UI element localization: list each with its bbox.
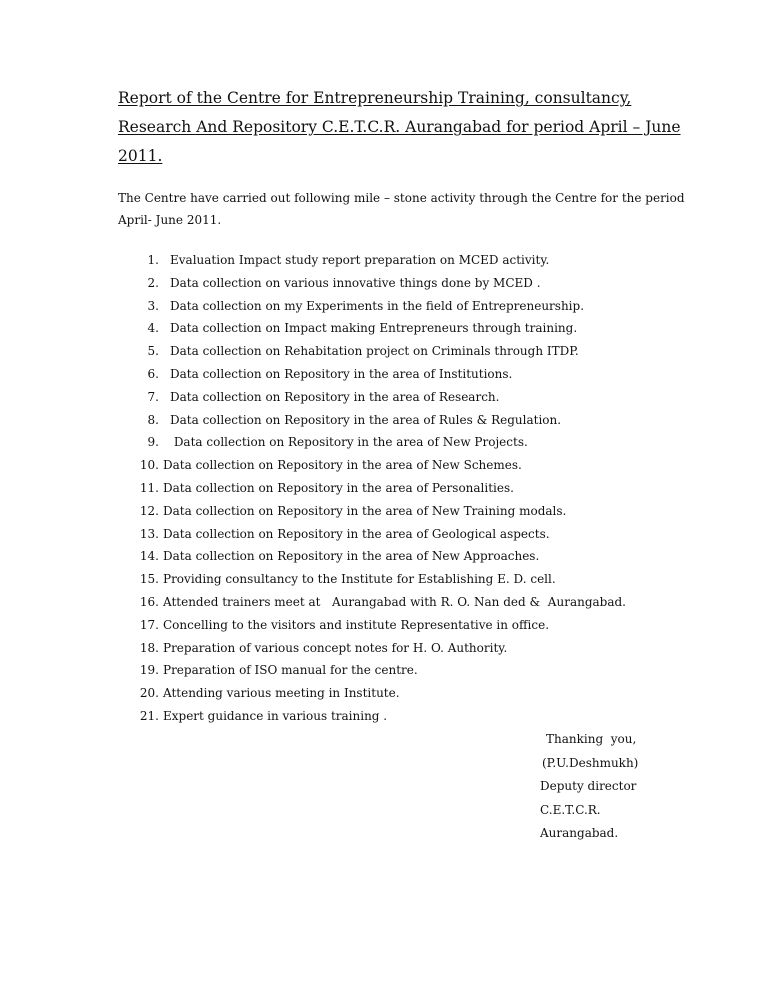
report-title (118, 84, 681, 171)
list-item (118, 363, 678, 386)
list-item (118, 523, 678, 546)
list-text: Data collection on Repository in the area of New Training modals. (163, 503, 567, 518)
list-text: Data collection on Repository in the area of New Projects. (170, 435, 528, 450)
list-item (118, 409, 678, 432)
list-text: Data collection on Repository in the area of Rules & Regulation. (170, 412, 562, 427)
list-text: Providing consultancy to the Institute for Establishing E. D. cell. (163, 572, 556, 587)
signature-name: (P.U.Deshmukh) (542, 755, 639, 770)
list-item (118, 545, 678, 568)
list-number: 16. (139, 594, 159, 609)
list-item (118, 705, 678, 728)
list-number: 11. (139, 480, 159, 495)
list-number: 10. (139, 458, 159, 473)
signature-thanks: Thanking you, (546, 732, 637, 746)
list-text: Data collection on Repository in the area of New Schemes. (163, 458, 522, 473)
list-text: Data collection on Repository in the area of Institutions. (170, 366, 513, 381)
list-item (118, 431, 678, 454)
list-number: 20. (139, 686, 159, 701)
list-number: 5. (147, 344, 159, 359)
list-item (118, 500, 678, 523)
list-number: 2. (147, 275, 159, 290)
list-number: 3. (147, 298, 159, 313)
list-text: Attending various meeting in Institute. (163, 686, 400, 701)
list-number: 8. (147, 412, 159, 427)
list-item (118, 682, 678, 705)
list-item (118, 340, 678, 363)
list-number: 18. (139, 640, 159, 655)
signature-block (540, 728, 638, 846)
list-text: Data collection on Repository in the area of Personalities. (163, 480, 514, 495)
title-line: Report of the Centre for Entrepreneurship Training, consultancy, (118, 89, 632, 107)
list-item (118, 659, 678, 682)
signature-organization: C.E.T.C.R. (540, 802, 601, 817)
list-number: 21. (139, 708, 159, 723)
list-text: Data collection on Impact making Entrepreneurs through training. (170, 321, 578, 336)
activity-list (118, 249, 678, 728)
list-text: Preparation of various concept notes for H. O. Authority. (163, 640, 508, 655)
list-item (118, 386, 678, 409)
list-text: Data collection on Repository in the area of Geological aspects. (163, 526, 550, 541)
list-number: 1. (147, 253, 159, 267)
list-item (118, 568, 678, 591)
list-number: 19. (139, 663, 159, 678)
list-item (118, 454, 678, 477)
title-line: Research And Repository C.E.T.C.R. Aurangabad for period April – June (118, 118, 681, 136)
intro-paragraph (118, 187, 685, 231)
list-item (118, 295, 678, 318)
list-item (118, 477, 678, 500)
signature-designation: Deputy director (540, 779, 637, 793)
list-item (118, 249, 678, 272)
list-number: 4. (147, 321, 159, 336)
list-number: 6. (147, 366, 159, 381)
list-number: 12. (139, 503, 159, 518)
list-text: Concelling to the visitors and institute Representative in office. (163, 617, 550, 632)
list-item (118, 614, 678, 637)
intro-line: The Centre have carried out following mile – stone activity through the Centre for the period (118, 191, 685, 205)
intro-line: April- June 2011. (118, 213, 222, 227)
list-number: 17. (139, 617, 159, 632)
list-number: 15. (139, 572, 159, 587)
list-text: Data collection on Repository in the area of New Approaches. (163, 549, 540, 564)
list-text: Data collection on Rehabitation project on Criminals through ITDP. (170, 344, 579, 359)
list-text: Preparation of ISO manual for the centre. (163, 663, 418, 678)
signature-city: Aurangabad. (540, 826, 619, 840)
list-number: 13. (139, 526, 159, 541)
list-item (118, 637, 678, 660)
list-item (118, 317, 678, 340)
list-text: Data collection on various innovative things done by MCED . (170, 275, 541, 290)
list-number: 9. (147, 435, 159, 450)
list-item (118, 272, 678, 295)
list-text: Data collection on my Experiments in the field of Entrepreneurship. (170, 298, 585, 313)
list-number: 7. (147, 389, 159, 404)
list-text: Expert guidance in various training . (163, 708, 388, 723)
list-text: Evaluation Impact study report preparation on MCED activity. (170, 253, 550, 267)
list-text: Attended trainers meet at Aurangabad with R. O. Nan ded & Aurangabad. (163, 594, 626, 609)
list-item (118, 591, 678, 614)
list-text: Data collection on Repository in the area of Research. (170, 389, 500, 404)
title-line: 2011. (118, 147, 163, 165)
list-number: 14. (139, 549, 159, 564)
